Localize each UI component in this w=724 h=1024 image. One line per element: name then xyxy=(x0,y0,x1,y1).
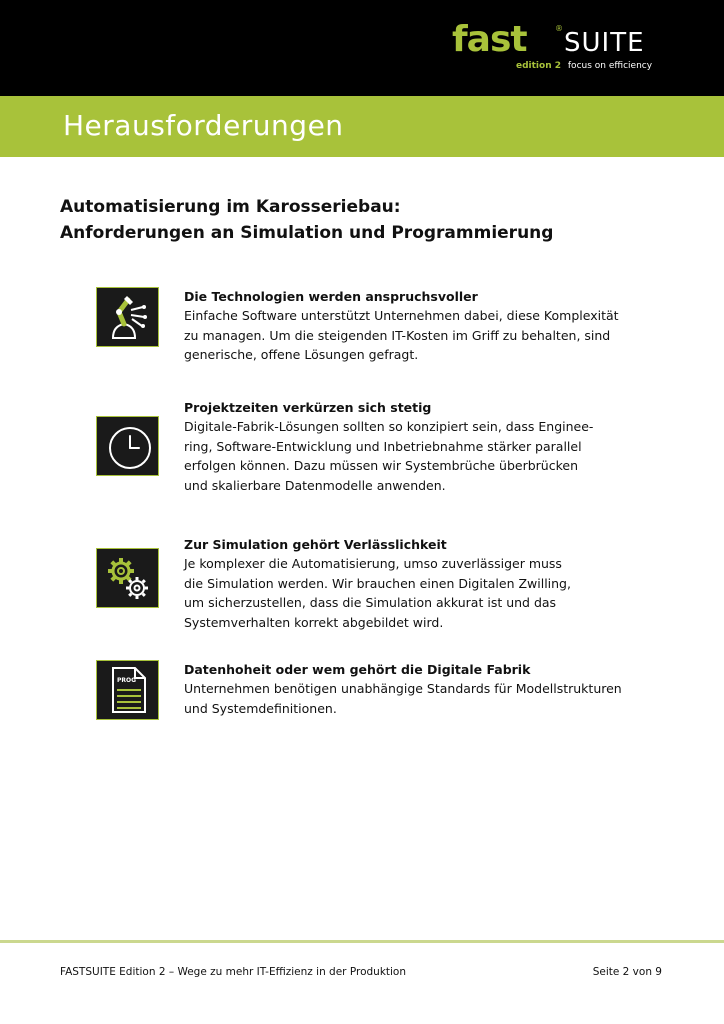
item-text xyxy=(184,535,624,632)
item-text xyxy=(184,287,624,365)
item-body-line: zu managen. Um die steigenden IT-Kosten im Griff zu behalten, sind xyxy=(184,327,611,343)
item-text xyxy=(184,398,624,495)
item-body-line: die Simulation werden. Wir brauchen einen Digitalen Zwilling, xyxy=(184,575,571,591)
item-text xyxy=(184,660,624,718)
fastsuite-logo xyxy=(452,19,662,78)
item-body-line: Je komplexer die Automatisierung, umso zuverlässiger muss xyxy=(184,556,562,571)
clock-icon xyxy=(96,416,159,476)
headline-line-2: Anforderungen an Simulation und Programmierung xyxy=(60,223,554,243)
item-title: Zur Simulation gehört Verlässlichkeit xyxy=(184,537,447,552)
item-body-line: erfolgen können. Dazu müssen wir Systembrüche überbrücken xyxy=(184,458,579,473)
logo-edition: edition 2 xyxy=(516,61,562,71)
item-body-line: ring, Software-Entwicklung und Inbetriebnahme stärker parallel xyxy=(184,438,582,454)
section-title-bar xyxy=(0,96,724,157)
footer-page-number: Seite 2 von 9 xyxy=(592,966,662,978)
logo-tagline: focus on efficiency xyxy=(567,61,653,71)
item-body-line: um sicherzustellen, dass die Simulation akkurat ist und das xyxy=(184,595,557,610)
logo-registered-mark: ® xyxy=(555,24,563,33)
headline-line-1: Automatisierung im Karosseriebau: xyxy=(60,197,401,217)
logo-fast-text: fast xyxy=(452,19,527,60)
item-body-line: Systemverhalten korrekt abgebildet wird. xyxy=(184,614,444,630)
item-title: Projektzeiten verkürzen sich stetig xyxy=(184,400,432,415)
page-headline xyxy=(60,194,660,246)
prog-label: PROG xyxy=(117,677,137,684)
item-body-line: und skalierbare Datenmodelle anwenden. xyxy=(184,477,446,493)
header-bar xyxy=(0,0,724,96)
item-title: Datenhoheit oder wem gehört die Digitale Fabrik xyxy=(184,662,531,677)
item-body-line: Einfache Software unterstützt Unternehmen dabei, diese Komplexität xyxy=(184,308,619,323)
logo-subline xyxy=(516,61,652,71)
footer-document-title: FASTSUITE Edition 2 – Wege zu mehr IT-Effizienz in der Produktion xyxy=(60,966,407,978)
section-title: Herausforderungen xyxy=(63,109,344,142)
robot-arm-icon xyxy=(96,287,159,347)
program-document-icon xyxy=(96,660,159,720)
item-body-line: und Systemdefinitionen. xyxy=(184,700,337,716)
item-body-line: Unternehmen benötigen unabhängige Standards für Modellstrukturen xyxy=(184,681,622,696)
footer-divider xyxy=(0,940,724,943)
logo-suite-text: SUITE xyxy=(564,28,645,58)
item-title: Die Technologien werden anspruchsvoller xyxy=(184,289,478,304)
gears-icon xyxy=(96,548,159,608)
item-body-line: Digitale-Fabrik-Lösungen sollten so konzipiert sein, dass Enginee- xyxy=(184,419,594,434)
item-body-line: generische, offene Lösungen gefragt. xyxy=(184,347,419,362)
